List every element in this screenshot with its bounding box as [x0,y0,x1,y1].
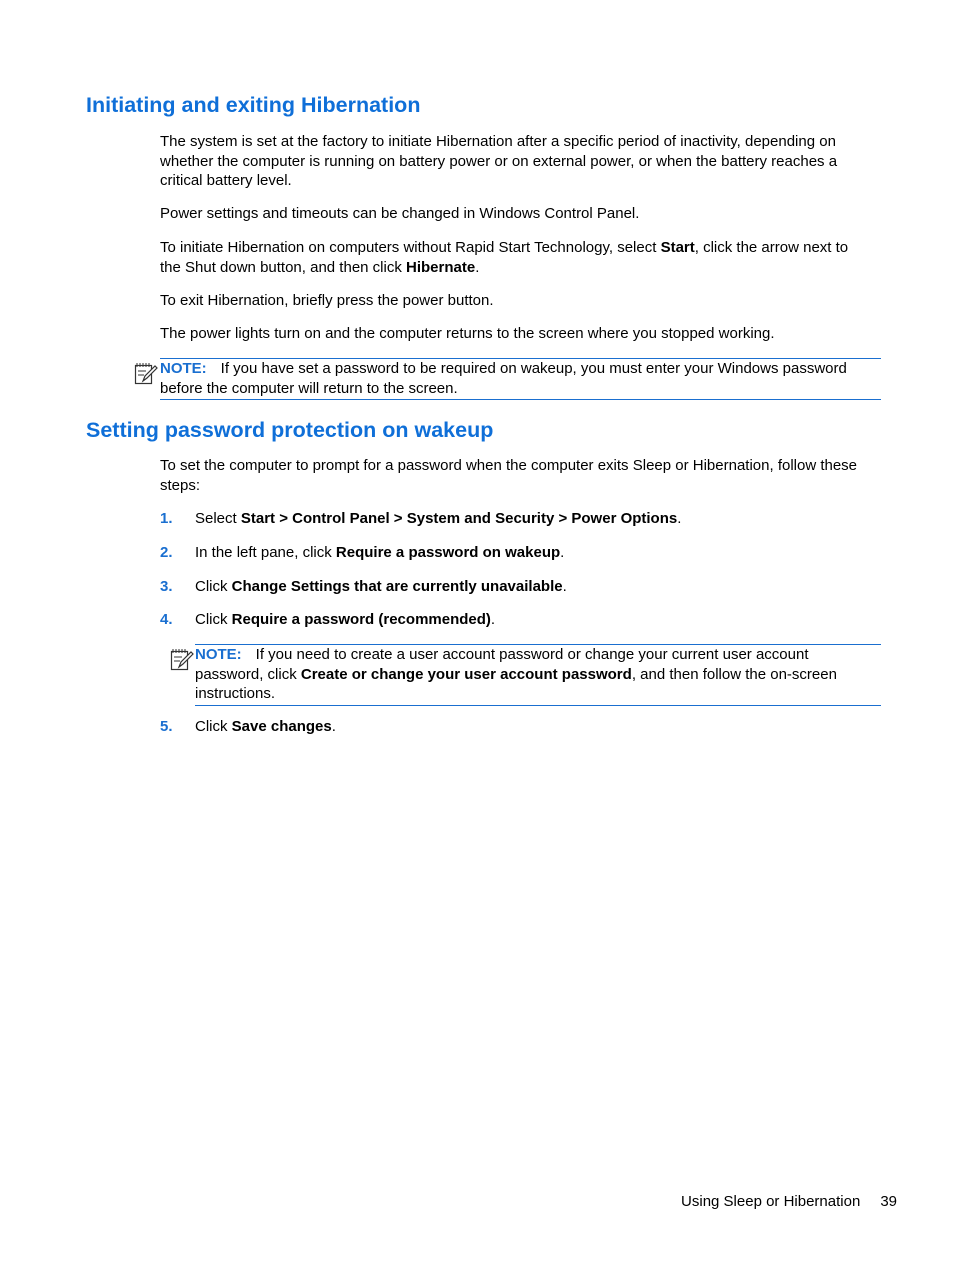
paragraph-steps-intro: To set the computer to prompt for a password when the computer exits Sleep or Hibernation, follow these steps: [160,457,858,494]
note-text: If you have set a password to be required on wakeup, you must enter your Windows password before the computer will return to the screen. [160,360,847,397]
step-number: 1. [160,510,173,527]
note-label: NOTE: [195,646,242,663]
paragraph-initiate-hibernation: To initiate Hibernation on computers without Rapid Start Technology, select Start, click the arrow next to the Shut down button, and then click Hibernate. [160,239,849,276]
step-number: 3. [160,578,173,595]
paragraph-power-settings: Power settings and timeouts can be changed in Windows Control Panel. [160,205,640,222]
step-text: In the left pane, click Require a password on wakeup. [195,544,565,561]
step-number: 4. [160,611,173,628]
step-text: Click Change Settings that are currently unavailable. [195,578,567,595]
paragraph-exit-hibernation: To exit Hibernation, briefly press the power button. [160,292,494,309]
note-user-account-password: NOTE: If you need to create a user account password or change your current user account password, click Create or change your user account password, and then follow the on-screen instructions. [195,644,881,706]
note-pad-icon [170,647,194,671]
footer-chapter-title: Using Sleep or Hibernation [681,1193,861,1210]
note-pad-icon [134,361,158,385]
section-heading-password-protection: Setting password protection on wakeup [86,418,494,442]
note-password-wakeup [160,358,881,400]
page-footer [681,1192,897,1212]
step-text: Click Save changes. [195,718,336,735]
paragraph-power-lights: The power lights turn on and the computer returns to the screen where you stopped working. [160,325,775,342]
page-number: 39 [880,1193,897,1210]
step-number: 2. [160,544,173,561]
step-number: 5. [160,718,173,735]
paragraph-factory-setting: The system is set at the factory to initiate Hibernation after a specific period of inactivity, depending on whether the computer is running on battery power or on external power, or when the battery reaches a critical battery level. [160,133,838,189]
note-label: NOTE: [160,360,207,377]
step-text: Select Start > Control Panel > System and Security > Power Options. [195,510,682,527]
step-text: Click Require a password (recommended). [195,611,496,628]
section-heading-hibernation: Initiating and exiting Hibernation [86,93,421,117]
